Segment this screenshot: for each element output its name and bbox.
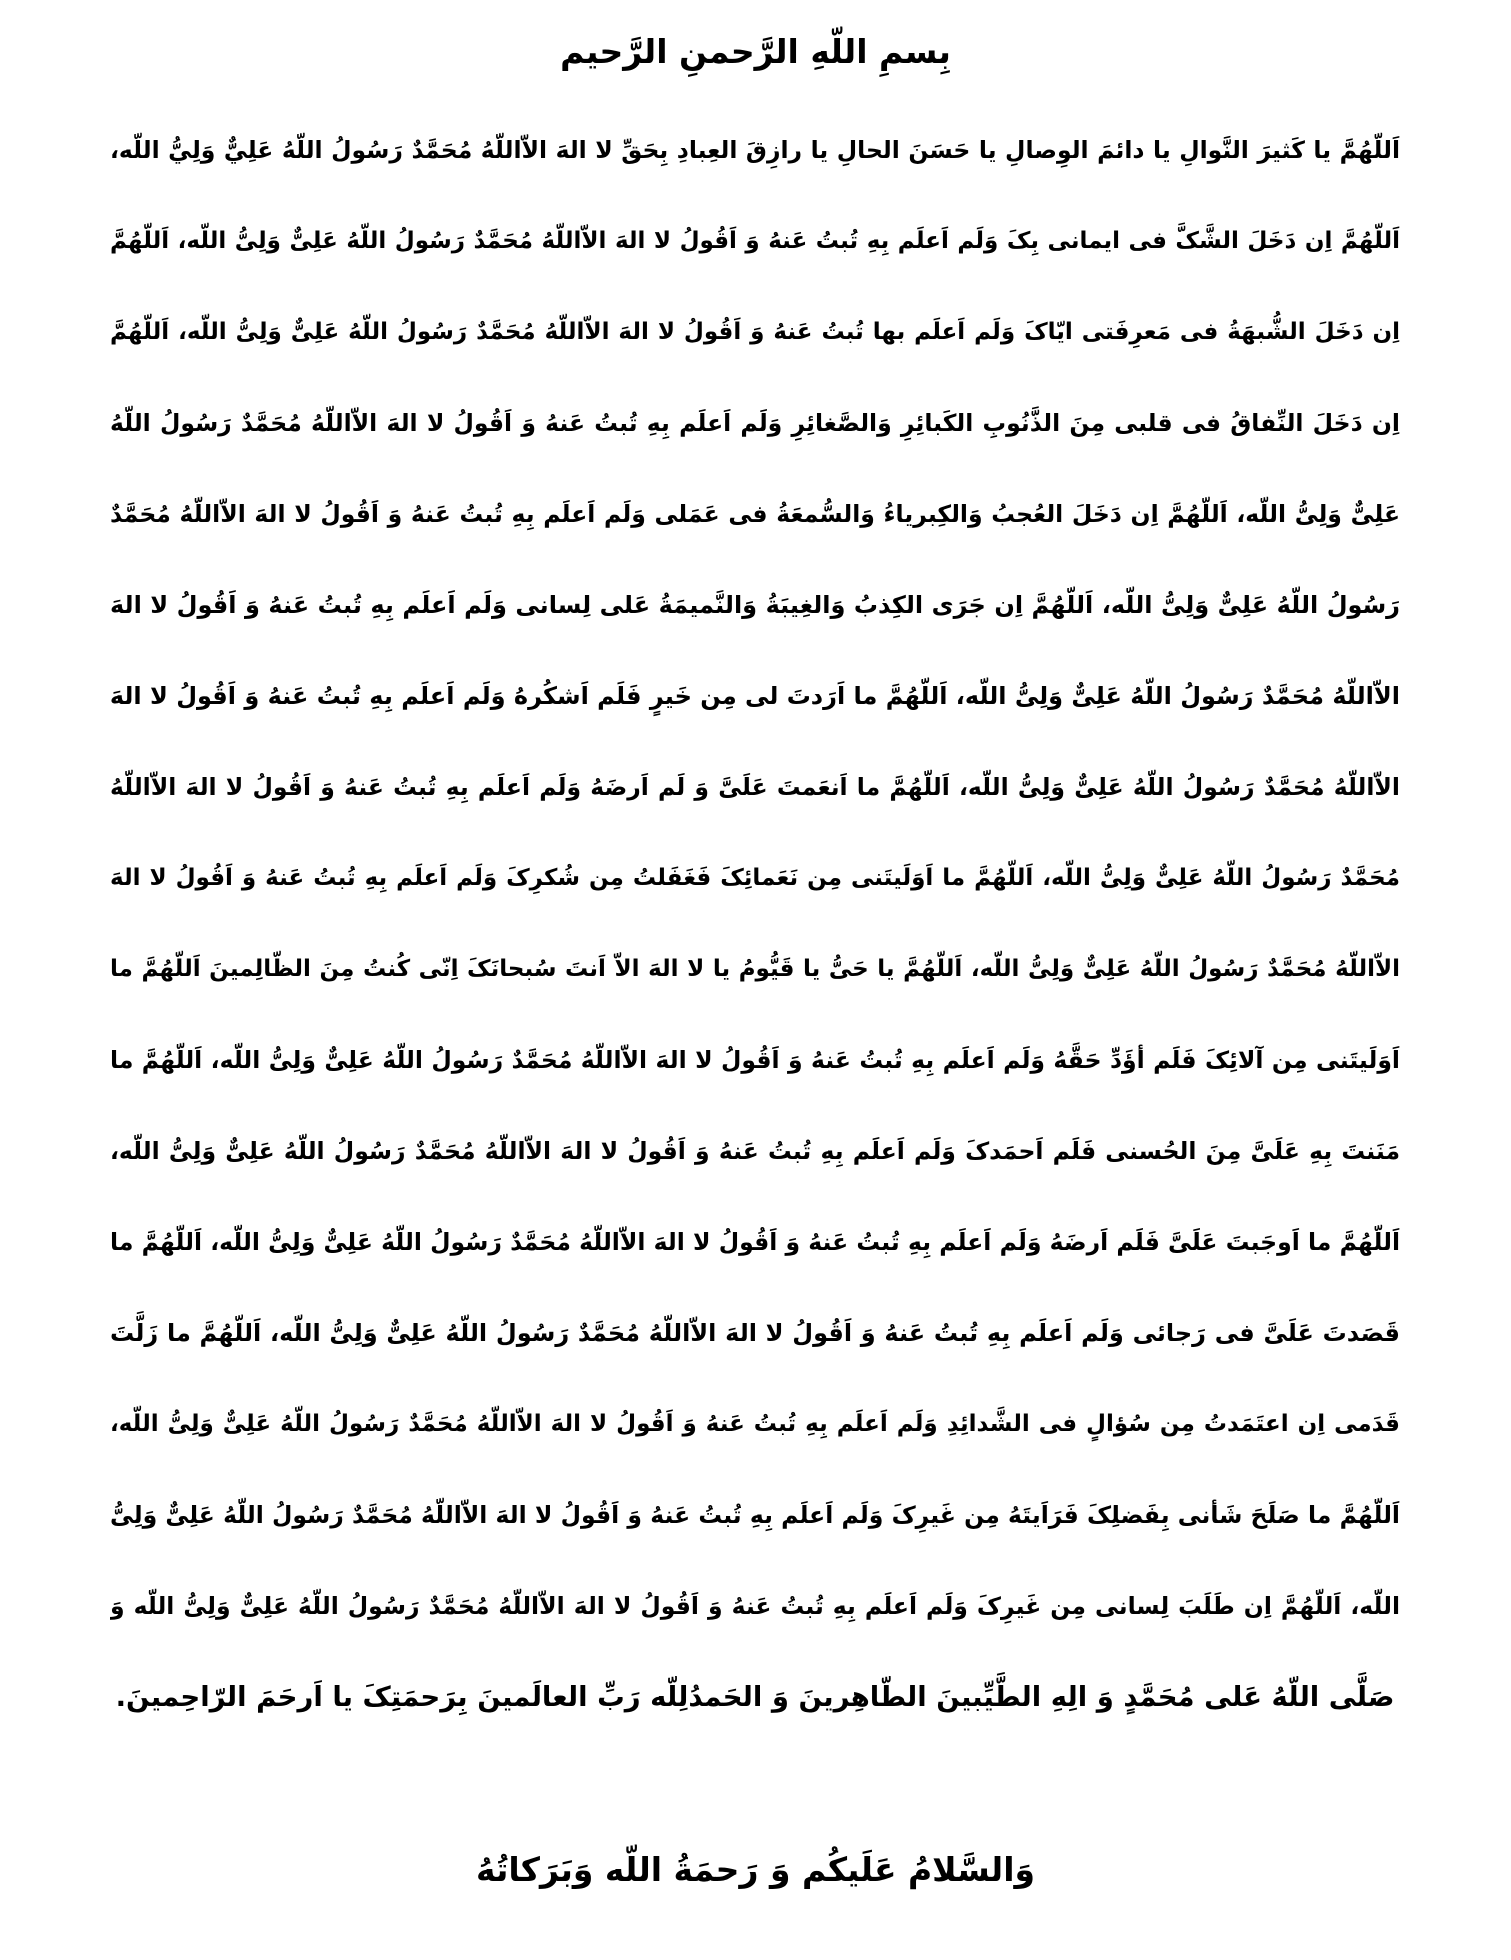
text-line: اِن دَخَلَ الشُّبهَةُ فی مَعرِفَتی ایّاکَ وَلَم اَعلَم بها تُبتُ عَنهُ وَ اَقُولُ لا الهَ الاّاللّهُ مُحَمَّدٌ رَسُولُ اللّهُ عَلِیٌّ وَلِیُّ اللّه، اَللّهُمَّ [110,319,1400,345]
text-line: اللّه، اَللّهُمَّ اِن طَلَبَ لِسانی مِن غَیرِکَ وَلَم اَعلَم بِهِ تُبتُ عَنهُ وَ اَقُولُ لا الهَ الاّاللّهُ مُحَمَّدٌ رَسُولُ اللّهُ عَلِیٌّ وَلِیُّ اللّه وَ [110,1592,1400,1620]
closing-salutation: وَالسَّلامُ عَلَیکُم وَ رَحمَةُ اللّه وَبَرَکاتُهُ [475,1850,1036,1889]
text-line-final: صَلَّی اللّهُ عَلی مُحَمَّدٍ وَ الِهِ الطَّیِّبینَ الطّاهِرینَ وَ الحَمدُلِلّه رَبِّ العالَمینَ بِرَحمَتِکَ یا اَرحَمَ الرّاحِمینَ. [115,1681,1395,1713]
text-line: مَنَنتَ بِهِ عَلَیَّ مِنَ الحُسنی فَلَم اَحمَدکَ وَلَم اَعلَم بِهِ تُبتُ عَنهُ وَ اَقُولُ لا الهَ الاّاللّهُ مُحَمَّدٌ رَسُولُ اللّهُ عَلِیٌّ وَلِیُّ اللّه، [110,1137,1400,1165]
text-line: اَوَلَیتَنی مِن آلائِکَ فَلَم أؤَدِّ حَقَّهُ وَلَم اَعلَم بِهِ تُبتُ عَنهُ وَ اَقُولُ لا الهَ الاّاللّهُ مُحَمَّدٌ رَسُولُ اللّهُ عَلِیٌّ وَلِیُّ اللّه، اَللّهُمَّ ما [110,1046,1400,1074]
text-line: الاّاللّهُ مُحَمَّدٌ رَسُولُ اللّهُ عَلِیٌّ وَلِیُّ اللّه، اَللّهُمَّ یا حَیُّ یا قَیُّومُ یا لا الهَ الاّ اَنتَ سُبحانَکَ اِنّی کُنتُ مِنَ الظّالِمینَ اَللّهُمَّ ما [110,956,1400,982]
document-title: بِسمِ اللّهِ الرَّحمنِ الرَّحيم [560,32,951,71]
text-line: اَللّهُمَّ يا كَثيرَ النَّوالِ يا دائمَ الوِصالِ يا حَسَنَ الحالِ يا رازِقَ العِبادِ بِحَقِّ لا الهَ الاّاللّهُ مُحَمَّدٌ رَسُولُ اللّهُ عَلِيٌّ وَلِيُّ اللّه، [110,136,1400,164]
text-line: مُحَمَّدٌ رَسُولُ اللّهُ عَلِیٌّ وَلِیُّ اللّه، اَللّهُمَّ ما اَوَلَیتَنی مِن نَعَمائِکَ فَغَفَلتُ مِن شُکرِکَ وَلَم اَعلَم بِهِ تُبتُ عَنهُ وَ اَقُولُ لا الهَ [110,865,1400,891]
text-line: الاّاللّهُ مُحَمَّدٌ رَسُولُ اللّهُ عَلِیٌّ وَلِیُّ اللّه، اَللّهُمَّ ما اَرَدتَ لی مِن خَیرٍ فَلَم اَشکُرهُ وَلَم اَعلَم بِهِ تُبتُ عَنهُ وَ اَقُولُ لا الهَ [110,682,1400,710]
text-line: قَصَدتَ عَلَیَّ فی رَجائی وَلَم اَعلَم بِهِ تُبتُ عَنهُ وَ اَقُولُ لا الهَ الاّاللّهُ مُحَمَّدٌ رَسُولُ اللّهُ عَلِیٌّ وَلِیُّ اللّه، اَللّهُمَّ ما زَلَّتَ [110,1319,1400,1347]
text-line: اِن دَخَلَ النِّفاقُ فی قلبی مِنَ الذَّنُوبِ الکَبائِرِ وَالصَّغائِرِ وَلَم اَعلَم بِهِ تُبتُ عَنهُ وَ اَقُولُ لا الهَ الاّاللّهُ مُحَمَّدٌ رَسُولُ اللّهُ [110,409,1400,437]
text-line: اَللّهُمَّ اِن دَخَلَ الشَّکَّ فی ایمانی بِکَ وَلَم اَعلَم بِهِ تُبتُ عَنهُ وَ اَقُولُ لا الهَ الاّاللّهُ مُحَمَّدٌ رَسُولُ اللّهُ عَلِیٌّ وَلِیُّ اللّه، اَللّهُمَّ [110,228,1400,254]
text-line: اَللّهُمَّ ما صَلَحَ شَأنی بِفَضلِکَ فَرَاَیتَهُ مِن غَیرِکَ وَلَم اَعلَم بِهِ تُبتُ عَنهُ وَ اَقُولُ لا الهَ الاّاللّهُ مُحَمَّدٌ رَسُولُ اللّهُ عَلِیٌّ وَلِیُّ [110,1501,1400,1529]
text-line: عَلِیٌّ وَلِیُّ اللّه، اَللّهُمَّ اِن دَخَلَ العُجبُ وَالکِبریاءُ وَالسُّمعَةُ فی عَمَلی وَلَم اَعلَم بِهِ تُبتُ عَنهُ وَ اَقُولُ لا الهَ الاّاللّهُ مُحَمَّدٌ [110,500,1400,528]
text-line: قَدَمی اِن اعتَمَدتُ مِن سُؤالٍ فی الشَّدائِدِ وَلَم اَعلَم بِهِ تُبتُ عَنهُ وَ اَقُولُ لا الهَ الاّاللّهُ مُحَمَّدٌ رَسُولُ اللّهُ عَلِیٌّ وَلِیُّ اللّه، [110,1411,1400,1437]
text-line: رَسُولُ اللّهُ عَلِیٌّ وَلِیُّ اللّه، اَللّهُمَّ اِن جَرَی الکِذبُ وَالغِیبَةُ وَالنَّمیمَةُ عَلی لِسانی وَلَم اَعلَم بِهِ تُبتُ عَنهُ وَ اَقُولُ لا الهَ [110,591,1400,619]
text-line: الاّاللّهُ مُحَمَّدٌ رَسُولُ اللّهُ عَلِیٌّ وَلِیُّ اللّه، اَللّهُمَّ ما اَنعَمتَ عَلَیَّ وَ لَم اَرضَهُ وَلَم اَعلَم بِهِ تُبتُ عَنهُ وَ اَقُولُ لا الهَ الاّاللّهُ [110,773,1400,801]
text-line: اَللّهُمَّ ما اَوجَبتَ عَلَیَّ فَلَم اَرضَهُ وَلَم اَعلَم بِهِ تُبتُ عَنهُ وَ اَقُولُ لا الهَ الاّاللّهُ مُحَمَّدٌ رَسُولُ اللّهُ عَلِیٌّ وَلِیُّ اللّه، اَللّهُمَّ ما [110,1228,1400,1256]
